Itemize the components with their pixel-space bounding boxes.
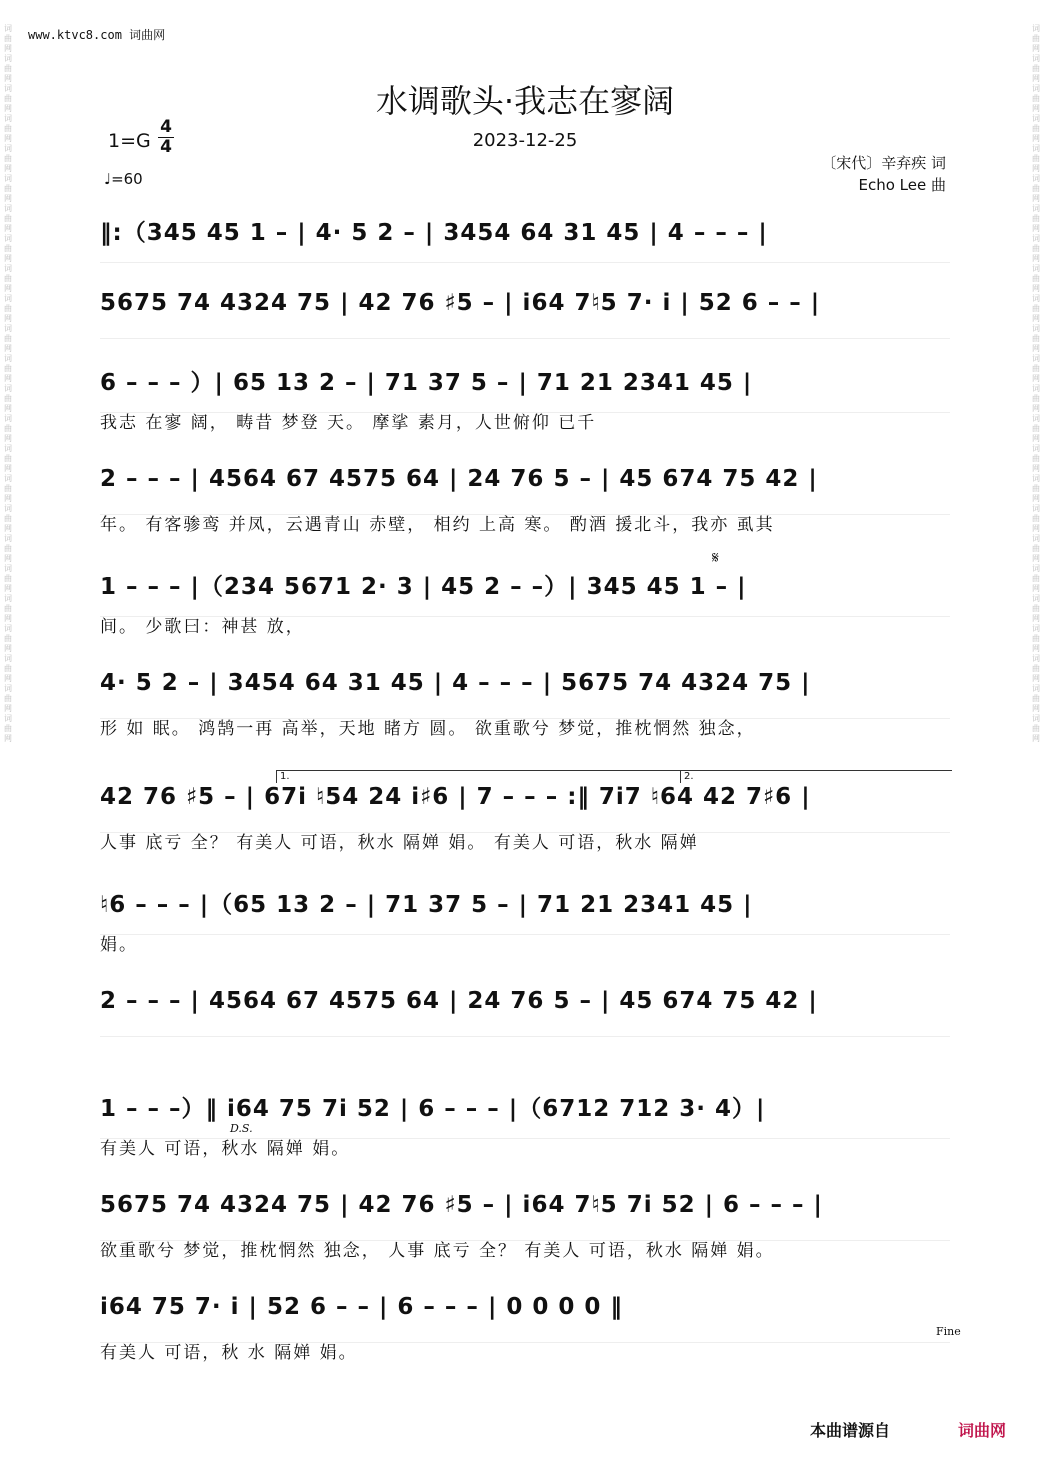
score-row (100, 290, 950, 339)
score-row (100, 670, 950, 739)
score-row (100, 988, 950, 1037)
lyric-line: 有美人 可语，秋水 隔婵 娟。 (100, 1139, 351, 1159)
score-row (100, 1192, 950, 1261)
lyric-line: 有美人 可语，秋 水 隔婵 娟。 (100, 1343, 358, 1363)
notation-line: 5675 74 4324 75 | 42 76 ♯5 – | i64 7♮5 7· i | 52 6 – – | (100, 290, 821, 316)
notation-line: 6 – – – ）| 65 13 2 – | 71 37 5 – | 71 21 2341 45 | (100, 370, 753, 396)
notation-line: 1 – – – |（234 5671 2· 3 | 45 2 – –）| 345 45 1 – | (100, 574, 747, 600)
notation-line: 2 – – – | 4564 67 4575 64 | 24 76 5 – | 45 674 75 42 | (100, 466, 818, 492)
time-top: 4 (160, 117, 172, 137)
lyric-line: 欲重歌兮 梦觉，推枕惘然 独念， 人事 底亏 全？ 有美人 可语，秋水 隔婵 娟。 (100, 1241, 775, 1261)
watermark-right: 词曲网词曲网词曲网词曲网词曲网词曲网词曲网词曲网词曲网词曲网词曲网词曲网词曲网词曲网词曲网词曲网词曲网词曲网词曲网词曲网词曲网词曲网词曲网词曲网 (1032, 24, 1040, 743)
notation-line: ♮6 – – – |（65 13 2 – | 71 37 5 – | 71 21 2341 45 | (100, 892, 753, 918)
song-title: 水调歌头·我志在寥阔 (375, 82, 675, 120)
time-bottom: 4 (158, 137, 174, 157)
lyric-line: 娟。 (100, 935, 138, 955)
lyric-line: 间。 少歌曰：神甚 放， (100, 617, 305, 637)
score-row (100, 1294, 950, 1363)
score-row (100, 784, 950, 853)
notation-line: i64 75 7· i | 52 6 – – | 6 – – – | 0 0 0 0 ‖ (100, 1294, 623, 1320)
score-row (100, 364, 950, 433)
notation-line: 4· 5 2 – | 3454 64 31 45 | 4 – – – | 5675 74 4324 75 | (100, 670, 811, 696)
lyric-line: 我志 在寥 阔， 畴昔 梦登 天。 摩挲 素月，人世俯仰 已千 (100, 413, 597, 433)
watermark-left: 词曲网词曲网词曲网词曲网词曲网词曲网词曲网词曲网词曲网词曲网词曲网词曲网词曲网词曲网词曲网词曲网词曲网词曲网词曲网词曲网词曲网词曲网词曲网词曲网 (4, 24, 12, 743)
lyricist-credit: 〔宋代〕辛弃疾 词 (821, 154, 946, 172)
lyric-line: 形 如 眠。 鸿鹄一再 高举，天地 睹方 圆。 欲重歌兮 梦觉，推枕惘然 独念， (100, 719, 756, 739)
score-row (100, 886, 950, 955)
composer-credit: Echo Lee 曲 (858, 176, 946, 194)
lyric-line: 人事 底亏 全？ 有美人 可语，秋水 隔婵 娟。 有美人 可语，秋水 隔婵 (100, 833, 699, 853)
notation-line: 5675 74 4324 75 | 42 76 ♯5 – | i64 7♮5 7i 52 | 6 – – – | (100, 1192, 823, 1218)
score-row (100, 568, 950, 637)
segno-mark: 𝄋 (712, 548, 719, 567)
score-row (100, 214, 950, 263)
volta-first-ending: 1. (276, 770, 680, 783)
time-signature (158, 118, 174, 157)
song-date: 2023-12-25 (472, 130, 578, 151)
fine-mark: Fine (936, 1325, 961, 1338)
notation-line: ‖:（345 45 1 – | 4· 5 2 – | 3454 64 31 45 | 4 – – – | (100, 220, 768, 246)
footer-site-link[interactable]: 词曲网 (958, 1421, 1007, 1440)
notation-line: 2 – – – | 4564 67 4575 64 | 24 76 5 – | 45 674 75 42 | (100, 988, 818, 1014)
score-row (100, 1090, 950, 1159)
site-url[interactable]: www.ktvc8.com 词曲网 (28, 28, 166, 42)
tempo-mark: ♩=60 (104, 170, 143, 188)
notation-line: 42 76 ♯5 – | 67i ♮54 24 i♯6 | 7 – – – :‖ 7i7 ♮64 42 7♯6 | (100, 784, 811, 810)
notation-line: 1 – – –）‖ i64 75 7i 52 | 6 – – – |（6712 712 3· 4）| (100, 1096, 766, 1122)
ds-mark: D.S. (230, 1122, 253, 1135)
volta-second-ending: 2. (680, 770, 952, 783)
score-row (100, 466, 950, 535)
lyric-line: 年。 有客骖鸾 并凤，云遇青山 赤壁， 相约 上高 寒。 酌酒 援北斗，我亦 虱其 (100, 515, 775, 535)
footer-source-label: 本曲谱源自 (810, 1421, 891, 1440)
key-signature: 1=G (108, 130, 151, 152)
